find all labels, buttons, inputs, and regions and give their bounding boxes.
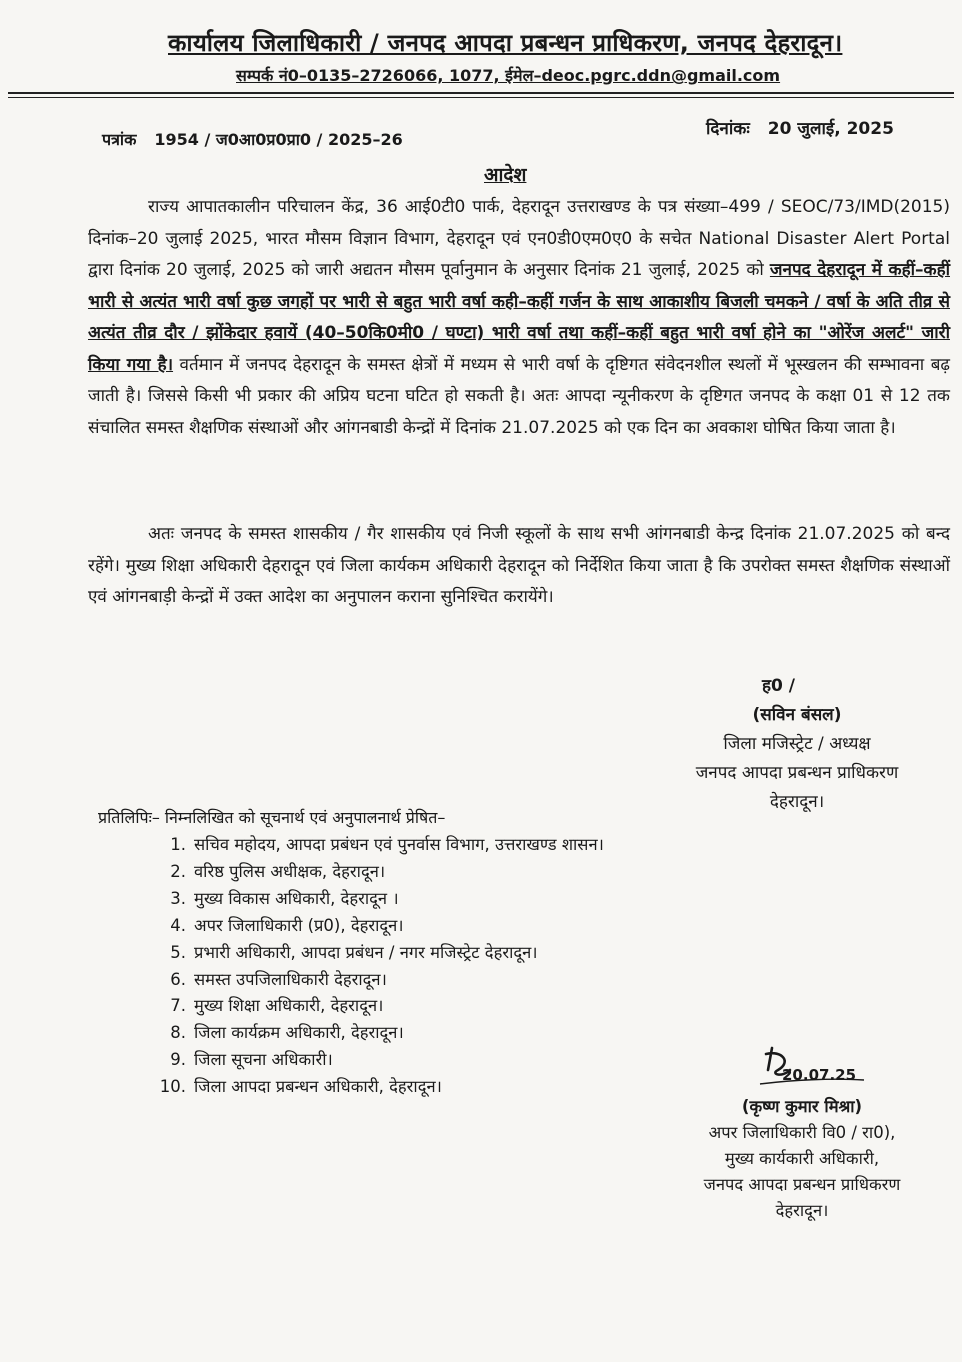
copy-to-item-text: मुख्य विकास अधिकारी, देहरादून ।: [194, 888, 399, 908]
copy-to-item-text: जिला आपदा प्रबन्धन अधिकारी, देहरादून।: [194, 1077, 442, 1097]
copy-to-item-number: 4.: [170, 915, 186, 935]
copy-to-item-number: 6.: [170, 969, 186, 989]
copy-to-item: [150, 993, 710, 1020]
copy-to-item: [150, 913, 710, 940]
signatory-2-role: मुख्य कार्यकारी अधिकारी,: [724, 1149, 880, 1168]
copy-to-item-number: 5.: [170, 942, 186, 962]
signature-block-dm: [672, 672, 922, 817]
date-value: 20 जुलाई, 2025: [767, 119, 894, 139]
signatory-designation: जिला मजिस्ट्रेट / अध्यक्ष: [723, 734, 871, 754]
copy-to-item-text: समस्त उपजिलाधिकारी देहरादून।: [194, 969, 387, 989]
copy-to-item-text: जिला कार्यक्रम अधिकारी, देहरादून।: [194, 1023, 404, 1043]
office-title: कार्यालय जिलाधिकारी / जनपद आपदा प्रबन्धन प्राधिकरण, जनपद देहरादून।: [168, 29, 843, 57]
orange-alert-text: जनपद देहरादून में कहीं–कहीं भारी से अत्यंत भारी वर्षा कुछ जगहों पर भारी से बहुत भारी वर्षा कही–कहीं गर्जन के साथ आकाशीय बिजली चमकने / वर्षा के अति तीव्र से अत्यंत तीव्र दौर / झोंकेदार हवायें (40–50कि0मी0 / घण्टा) भारी वर्षा तथा कहीं–कहीं बहुत भारी वर्षा होने का "ओरेंज अलर्ट" जारी किया गया है।: [88, 260, 950, 375]
paragraph-1-intro: राज्य आपातकालीन परिचालन केंद्र, 36 आई0टी0 पार्क, देहरादून उत्तराखण्ड के पत्र संख्या–499 / SEOC/73/IMD(2015) दिनांक–20 जुलाई 2025, भारत मौसम विज्ञान विभाग, देहरादून एवं एन0डी0एम0ए0 के सचेत National Disaster Alert Portal द्वारा दिनांक 20 जुलाई, 2025 को जारी अद्यतन मौसम पूर्वानुमान के अनुसार दिनांक 21 जुलाई, 2025 को: [88, 197, 950, 280]
signatory-2-name: (कृष्ण कुमार मिश्रा): [741, 1097, 863, 1116]
signed-mark: ह0 /: [762, 676, 795, 696]
copy-to-list: [150, 832, 710, 1101]
copy-to-item-number: 10.: [159, 1077, 186, 1097]
header-divider-thin: [8, 97, 954, 98]
copy-to-intro: प्रतिलिपिः– निम्नलिखित को सूचनार्थ एवं अनुपालनार्थ प्रेषित–: [98, 808, 446, 827]
signatory-2-designation: अपर जिलाधिकारी वि0 / रा0),: [708, 1123, 896, 1142]
copy-to-item-text: सचिव महोदय, आपदा प्रबंधन एवं पुनर्वास विभाग, उत्तराखण्ड शासन।: [194, 835, 604, 854]
copy-to-item-text: प्रभारी अधिकारी, आपदा प्रबंधन / नगर मजिस्ट्रेट देहरादून।: [194, 942, 538, 962]
copy-to-item-number: 7.: [170, 996, 186, 1016]
order-paragraph-1: [88, 192, 950, 444]
copy-to-item: [150, 832, 710, 859]
copy-to-item-number: 2.: [170, 861, 186, 881]
copy-to-item: [150, 1074, 710, 1101]
copy-to-item: [150, 859, 710, 886]
signatory-place: देहरादून।: [769, 792, 825, 812]
copy-to-item-text: वरिष्ठ पुलिस अधीक्षक, देहरादून।: [194, 861, 386, 881]
reference-number: [102, 128, 403, 150]
copy-to-item: [150, 940, 710, 967]
reference-value: 1954 / ज0आ0प्र0प्रा0 / 2025–26: [154, 130, 403, 149]
reference-label: पत्रांक: [102, 130, 137, 149]
copy-to-item-number: 3.: [170, 888, 186, 908]
signature-block-adm: [664, 1094, 940, 1224]
header-divider: [8, 92, 954, 94]
signatory-name: (सविन बंसल): [752, 705, 842, 725]
paragraph-1-closing: वर्तमान में जनपद देहरादून के समस्त क्षेत्रों में मध्यम से भारी वर्षा के दृष्टिगत संवेदनशील स्थलों में भूस्खलन की सम्भावना बढ़ जाती है। जिससे किसी भी प्रकार की अप्रिय घटना घटित हो सकती है। अतः आपदा न्यूनीकरण के दृष्टिगत जनपद के कक्षा 01 से 12 तक संचालित समस्त शैक्षणिक संस्थाओं और आंगनबाडी केन्द्रों में दिनांक 21.07.2025 को एक दिन का अवकाश घोषित किया जाता है।: [88, 354, 950, 438]
copy-to-item-text: जिला सूचना अधिकारी।: [194, 1050, 333, 1070]
copy-to-item-text: मुख्य शिक्षा अधिकारी, देहरादून।: [194, 996, 384, 1016]
copy-to-item: [150, 1047, 710, 1074]
copy-to-item: [150, 886, 710, 913]
contact-line: सम्पर्क नं0–0135–2726066, 1077, ईमेल–deoc.pgrc.ddn@gmail.com: [236, 66, 781, 85]
copy-to-item-number: 9.: [170, 1050, 186, 1070]
order-heading: आदेश: [484, 164, 527, 186]
signatory-org: जनपद आपदा प्रबन्धन प्राधिकरण: [695, 763, 899, 783]
copy-to-item-number: 8.: [170, 1023, 186, 1043]
signatory-2-org: जनपद आपदा प्रबन्धन प्राधिकरण: [703, 1175, 901, 1194]
copy-to-item: [150, 967, 710, 994]
copy-to-item: [150, 1020, 710, 1047]
order-paragraph-2: अतः जनपद के समस्त शासकीय / गैर शासकीय एवं निजी स्कूलों के साथ सभी आंगनबाडी केन्द्र दिनांक 21.07.2025 को बन्द रहेंगे। मुख्य शिक्षा अधिकारी देहरादून एवं जिला कार्यकम अधिकारी देहरादून को निर्देशित किया जाता है कि उपरोक्त समस्त शैक्षणिक संस्थाओं एवं आंगनबाड़ी केन्द्रों में उक्त आदेश का अनुपालन कराना सुनिश्चित करायेंगे।: [88, 524, 950, 607]
issue-date: [706, 116, 894, 139]
copy-to-item-number: 1.: [170, 835, 186, 854]
signatory-2-place: देहरादून।: [775, 1201, 829, 1220]
handwritten-date: 20.07.25: [782, 1066, 857, 1084]
date-label: दिनांकः: [706, 119, 750, 139]
copy-to-item-text: अपर जिलाधिकारी (प्र0), देहरादून।: [194, 915, 404, 935]
